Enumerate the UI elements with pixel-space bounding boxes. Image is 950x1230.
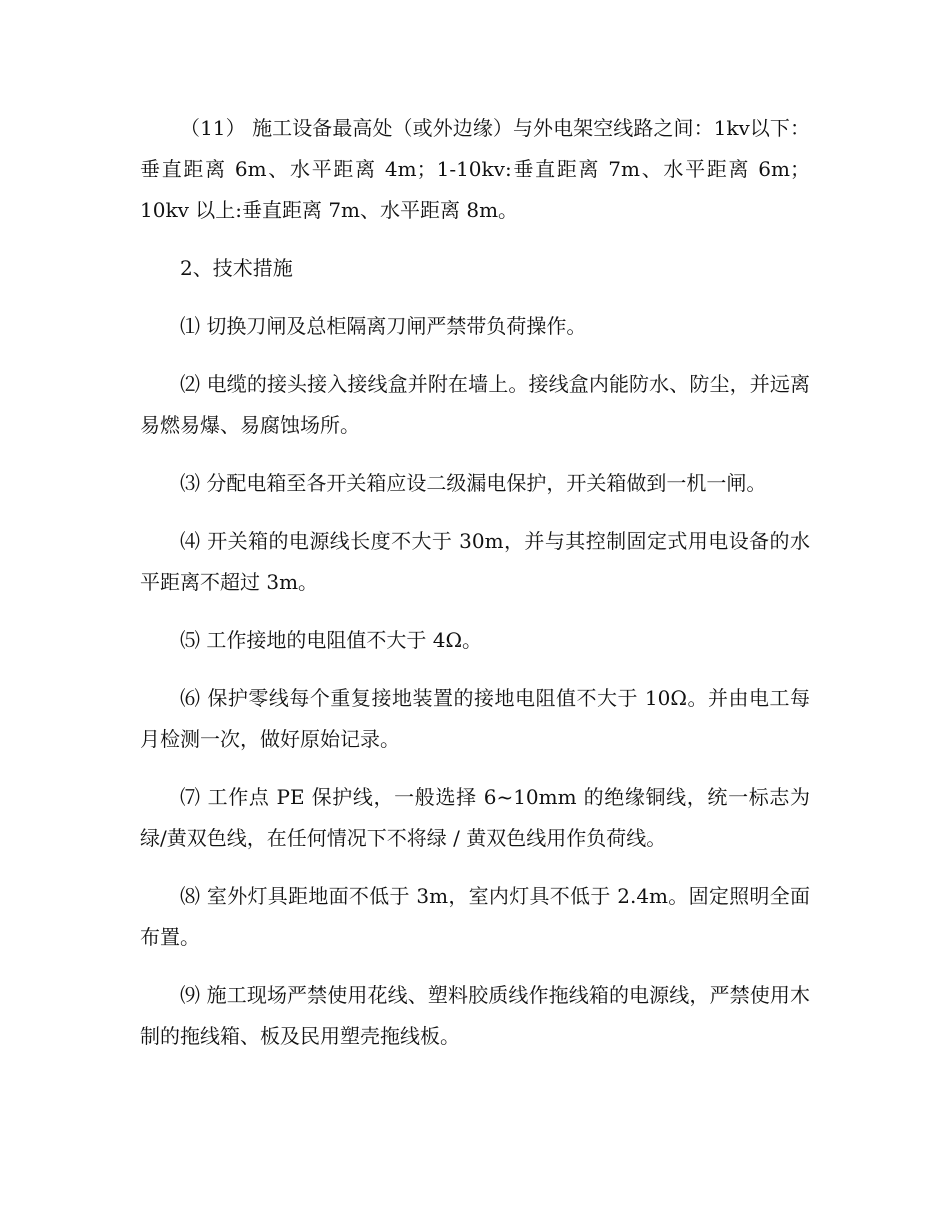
paragraph-measure-8: ⑻ 室外灯具距地面不低于 3m，室内灯具不低于 2.4m。固定照明全面布置。	[140, 884, 810, 949]
paragraph-measure-6: ⑹ 保护零线每个重复接地装置的接地电阻值不大于 10Ω。并由电工每月检测一次，做好原始记录。	[140, 686, 810, 751]
paragraph-measure-2: ⑵ 电缆的接头接入接线盒并附在墙上。接线盒内能防水、防尘，并远离易燃易爆、易腐蚀场所。	[140, 372, 810, 437]
paragraph-item-11: （11） 施工设备最高处（或外边缘）与外电架空线路之间：1kv以下：垂直距离 6m、水平距离 4m；1-10kv:垂直距离 7m、水平距离 6m；10kv 以上:垂直距离 7m、水平距离 8m。	[140, 116, 810, 222]
paragraph-measure-4: ⑷ 开关箱的电源线长度不大于 30m，并与其控制固定式用电设备的水平距离不超过 3m。	[140, 529, 810, 594]
section-heading-technical-measures: 2、技术措施	[180, 256, 293, 280]
document-body	[140, 108, 810, 1074]
paragraph-measure-5: ⑸ 工作接地的电阻值不大于 4Ω。	[180, 628, 483, 652]
paragraph-measure-1: ⑴ 切换刀闸及总柜隔离刀闸严禁带负荷操作。	[180, 314, 587, 338]
paragraph-measure-3: ⑶ 分配电箱至各开关箱应设二级漏电保护，开关箱做到一机一闸。	[180, 471, 767, 495]
paragraph-measure-7: ⑺ 工作点 PE 保护线，一般选择 6~10mm 的绝缘铜线，统一标志为绿/黄双色线，在任何情况下不将绿 / 黄双色线用作负荷线。	[140, 785, 810, 850]
paragraph-measure-9: ⑼ 施工现场严禁使用花线、塑料胶质线作拖线箱的电源线，严禁使用木制的拖线箱、板及民用塑壳拖线板。	[140, 983, 810, 1048]
